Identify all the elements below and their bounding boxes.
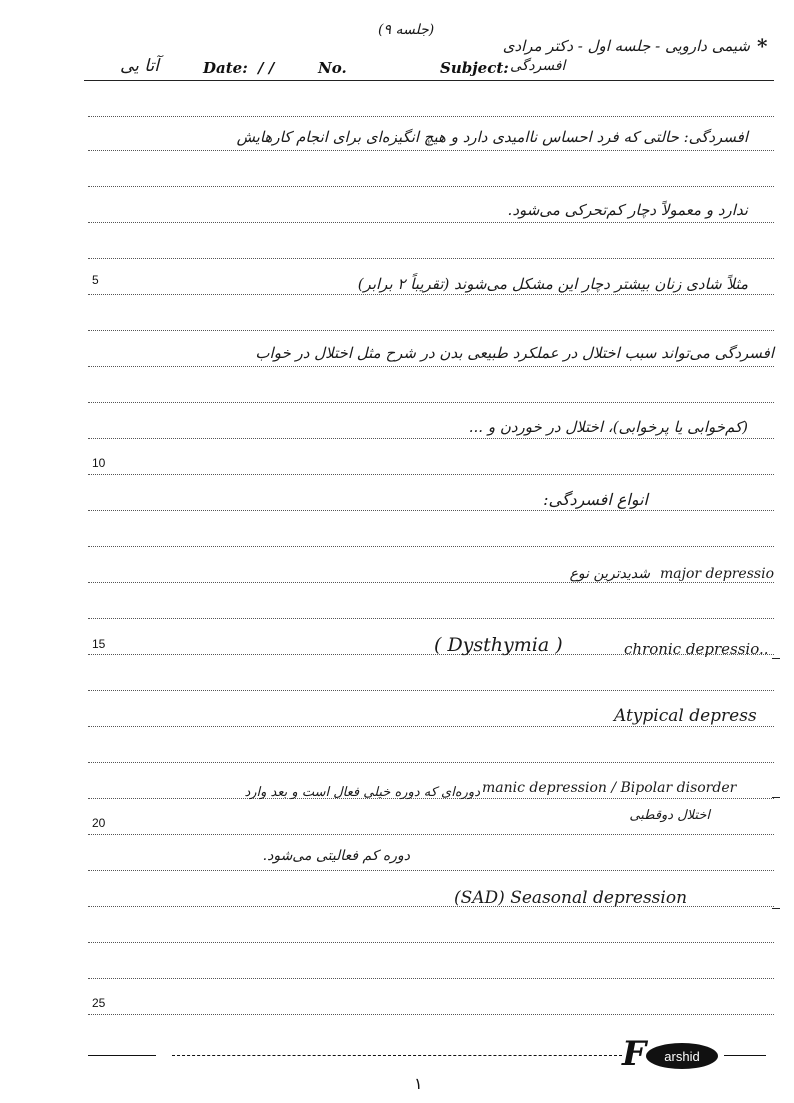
footer-line-mid bbox=[172, 1055, 622, 1056]
ruled-line bbox=[88, 1014, 774, 1015]
ruled-line bbox=[88, 366, 774, 367]
note-seasonal-en: (SAD) Seasonal depression bbox=[454, 888, 688, 908]
ruled-line bbox=[88, 222, 774, 223]
ruled-line bbox=[88, 582, 774, 583]
footer-line-right bbox=[724, 1055, 766, 1056]
ruled-line bbox=[88, 116, 774, 117]
header-star: * bbox=[757, 34, 768, 58]
note-major-fa: شدیدترین نوع bbox=[569, 566, 650, 582]
no-label: No. bbox=[318, 59, 347, 77]
note-definition-line1: افسردگی: حالتی که فرد احساس ناامیدی دارد و هیچ انگیزه‌ای برای انجام کارهایش bbox=[236, 128, 748, 146]
note-atypical-en: Atypical depress bbox=[614, 706, 757, 726]
note-chronic-paren: ( Dysthymia ) bbox=[434, 634, 563, 656]
ruled-line bbox=[88, 330, 774, 331]
line-number: 10 bbox=[92, 456, 106, 470]
note-effects-line1: افسردگی می‌تواند سبب اختلال در عملکرد طبیعی بدن در شرح مثل اختلال در خواب bbox=[255, 344, 774, 362]
line-number: 25 bbox=[92, 996, 106, 1010]
ruled-line bbox=[88, 942, 774, 943]
note-types-heading: انواع افسردگی: bbox=[543, 490, 648, 509]
ruled-line bbox=[88, 762, 774, 763]
footer-line-left bbox=[88, 1055, 156, 1056]
brand-logo-text: arshid bbox=[664, 1048, 700, 1064]
ruled-line bbox=[88, 402, 774, 403]
ruled-line bbox=[88, 618, 774, 619]
date-label: Date: bbox=[203, 59, 248, 77]
ruled-line bbox=[88, 834, 774, 835]
note-definition-line2: ندارد و معمولاً دچار کم‌تحرکی می‌شود. bbox=[507, 201, 748, 219]
margin-tick bbox=[772, 908, 780, 909]
header-top-note: شیمی دارویی - جلسه اول - دکتر مرادی bbox=[502, 37, 750, 55]
subject-label: Subject: bbox=[440, 59, 509, 77]
header-subject-value: افسردگی bbox=[510, 58, 566, 74]
ruled-line bbox=[88, 510, 774, 511]
brand-logo bbox=[646, 1043, 718, 1069]
note-women: مثلاً شادی زنان بیشتر دچار این مشکل می‌شوند (تقریباً ۲ برابر) bbox=[357, 275, 748, 293]
note-manic-fa3: دوره کم فعالیتی می‌شود. bbox=[262, 848, 410, 864]
note-chronic-en: chronic depressio.. bbox=[624, 640, 769, 658]
ruled-line bbox=[88, 474, 774, 475]
page-number: ۱ bbox=[414, 1074, 423, 1093]
ruled-line bbox=[88, 870, 774, 871]
ruled-line bbox=[88, 150, 774, 151]
note-manic-en: manic depression / Bipolar disorder bbox=[482, 780, 737, 796]
ruled-line bbox=[88, 186, 774, 187]
ruled-line bbox=[88, 978, 774, 979]
header-rule bbox=[84, 80, 774, 81]
ruled-line bbox=[88, 438, 774, 439]
margin-tick bbox=[772, 797, 780, 798]
note-manic-fa: دوره‌ای که دوره خیلی فعال است و بعد وارد bbox=[244, 785, 480, 800]
note-effects-line2: (کم‌خوابی یا پرخوابی)، اختلال در خوردن و ... bbox=[468, 418, 748, 436]
ruled-line bbox=[88, 294, 774, 295]
line-number: 20 bbox=[92, 816, 106, 830]
note-major-en: major depressio bbox=[660, 566, 774, 582]
line-number: 5 bbox=[92, 273, 99, 287]
ruled-line bbox=[88, 690, 774, 691]
header-name: آتا یی bbox=[120, 56, 159, 76]
ruled-line bbox=[88, 726, 774, 727]
note-manic-fa2: اختلال دوقطبی bbox=[629, 808, 710, 823]
line-number: 15 bbox=[92, 637, 106, 651]
date-slashes: / / bbox=[258, 59, 275, 77]
ruled-line bbox=[88, 258, 774, 259]
brand-logo-letter: F bbox=[622, 1034, 647, 1074]
margin-tick bbox=[772, 658, 780, 659]
header-session: (جلسه ۹) bbox=[378, 22, 435, 38]
ruled-line bbox=[88, 546, 774, 547]
